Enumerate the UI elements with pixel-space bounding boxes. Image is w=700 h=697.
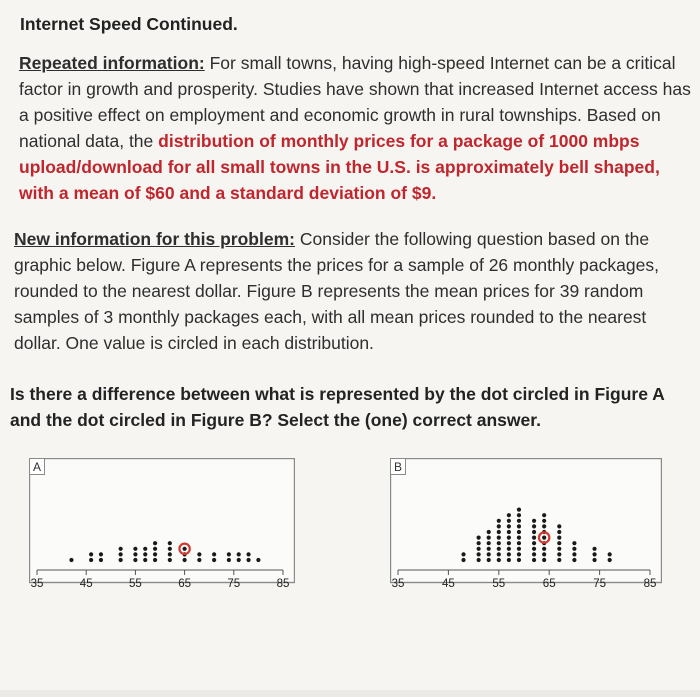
data-dot	[517, 508, 521, 512]
data-dot	[461, 558, 465, 562]
data-dot	[592, 552, 596, 556]
x-tick-label: 85	[643, 578, 657, 590]
data-dot	[497, 530, 501, 534]
data-dot	[119, 552, 123, 556]
data-dot	[542, 524, 546, 528]
data-dot	[246, 552, 250, 556]
data-dot	[497, 552, 501, 556]
repeated-information-text: For small towns, having high-speed Internet can be a critical factor in growth and prosperity. Studies have shown that increased Internet access has a positive effect on employment and economic growth in rural townships. Based on national data, the	[19, 53, 691, 151]
data-dot	[497, 558, 501, 562]
data-dot	[487, 536, 491, 540]
data-dot	[542, 513, 546, 517]
data-dot	[497, 547, 501, 551]
data-dot	[497, 519, 501, 523]
distribution-highlight: distribution of monthly prices for a package of 1000 mbps upload/download for all small towns in the U.S. is approximately bell shaped, with a mean of $60 and a standard deviation of $9.	[19, 131, 660, 203]
data-dot	[517, 547, 521, 551]
data-dot	[497, 524, 501, 528]
data-dot	[507, 536, 511, 540]
data-dot	[143, 558, 147, 562]
data-dot	[99, 558, 103, 562]
data-dot	[183, 547, 187, 551]
data-dot	[608, 552, 612, 556]
data-dot	[487, 547, 491, 551]
data-dot	[477, 558, 481, 562]
data-dot	[517, 536, 521, 540]
data-dot	[477, 547, 481, 551]
data-dot	[532, 547, 536, 551]
data-dot	[183, 558, 187, 562]
data-dot	[507, 552, 511, 556]
data-dot	[608, 558, 612, 562]
data-dot	[507, 541, 511, 545]
new-information-label: New information for this problem:	[14, 229, 295, 249]
data-dot	[153, 541, 157, 545]
figure-label: A	[33, 460, 42, 474]
plot-frame	[30, 459, 295, 583]
data-dot	[542, 558, 546, 562]
data-dot	[227, 558, 231, 562]
page-title: Internet Speed Continued.	[20, 14, 238, 34]
data-dot	[592, 558, 596, 562]
figure-b-dotplot	[390, 458, 662, 608]
figure-a	[29, 458, 295, 608]
data-dot	[133, 552, 137, 556]
data-dot	[497, 541, 501, 545]
data-dot	[197, 552, 201, 556]
data-dot	[461, 552, 465, 556]
data-dot	[532, 524, 536, 528]
data-dot	[557, 552, 561, 556]
repeated-information-paragraph	[19, 50, 691, 206]
x-tick-label: 45	[79, 578, 93, 590]
data-dot	[197, 558, 201, 562]
data-dot	[246, 558, 250, 562]
data-dot	[572, 547, 576, 551]
figure-b	[390, 458, 662, 608]
data-dot	[572, 541, 576, 545]
new-information-text: Consider the following question based on the graphic below. Figure A represents the prices for a sample of 26 monthly packages, rounded to the nearest dollar. Figure B represents the mean prices for 39 random samples of 3 monthly packages each, with all mean prices rounded to the nearest dollar. One value is circled in each distribution.	[14, 229, 659, 353]
data-dot	[542, 547, 546, 551]
repeated-information-label: Repeated information:	[19, 53, 205, 73]
data-dot	[517, 513, 521, 517]
data-dot	[153, 547, 157, 551]
data-dot	[143, 547, 147, 551]
data-dot	[517, 552, 521, 556]
data-dot	[256, 558, 260, 562]
data-dot	[572, 558, 576, 562]
data-dot	[542, 519, 546, 523]
data-dot	[507, 547, 511, 551]
x-tick-label: 85	[276, 578, 290, 590]
data-dot	[487, 558, 491, 562]
data-dot	[557, 530, 561, 534]
data-dot	[237, 552, 241, 556]
x-tick-label: 55	[129, 578, 142, 590]
data-dot	[507, 558, 511, 562]
data-dot	[572, 552, 576, 556]
data-dot	[532, 541, 536, 545]
data-dot	[69, 558, 73, 562]
data-dot	[237, 558, 241, 562]
figure-label: B	[394, 460, 403, 474]
x-tick-label: 65	[542, 578, 556, 590]
data-dot	[133, 558, 137, 562]
data-dot	[557, 547, 561, 551]
x-tick-label: 35	[30, 578, 44, 590]
data-dot	[532, 558, 536, 562]
data-dot	[507, 530, 511, 534]
data-dot	[133, 547, 137, 551]
data-dot	[168, 558, 172, 562]
data-dot	[532, 552, 536, 556]
data-dot	[143, 552, 147, 556]
data-dot	[507, 513, 511, 517]
data-dot	[557, 536, 561, 540]
data-dot	[517, 530, 521, 534]
plot-frame	[391, 459, 662, 583]
x-tick-label: 75	[227, 578, 241, 590]
data-dot	[517, 558, 521, 562]
data-dot	[507, 524, 511, 528]
question-text: Is there a difference between what is represented by the dot circled in Figure A and the dot circled in Figure B? Select the (one) correct answer.	[10, 384, 665, 430]
data-dot	[557, 524, 561, 528]
data-dot	[477, 552, 481, 556]
data-dot	[119, 547, 123, 551]
data-dot	[153, 552, 157, 556]
data-dot	[168, 541, 172, 545]
x-tick-label: 75	[593, 578, 606, 590]
data-dot	[532, 530, 536, 534]
data-dot	[153, 558, 157, 562]
data-dot	[517, 541, 521, 545]
data-dot	[487, 530, 491, 534]
data-dot	[517, 519, 521, 523]
data-dot	[557, 541, 561, 545]
figure-a-dotplot	[29, 458, 295, 608]
data-dot	[557, 558, 561, 562]
new-information-paragraph	[14, 226, 694, 356]
data-dot	[477, 541, 481, 545]
x-tick-label: 55	[492, 578, 506, 590]
data-dot	[99, 552, 103, 556]
data-dot	[532, 519, 536, 523]
data-dot	[542, 552, 546, 556]
data-dot	[168, 552, 172, 556]
bottom-edge	[0, 690, 700, 697]
data-dot	[592, 547, 596, 551]
data-dot	[517, 524, 521, 528]
data-dot	[212, 552, 216, 556]
data-dot	[89, 552, 93, 556]
data-dot	[487, 552, 491, 556]
data-dot	[477, 536, 481, 540]
data-dot	[532, 536, 536, 540]
x-tick-label: 45	[442, 578, 455, 590]
data-dot	[119, 558, 123, 562]
data-dot	[168, 547, 172, 551]
data-dot	[507, 519, 511, 523]
data-dot	[487, 541, 491, 545]
data-dot	[497, 536, 501, 540]
data-dot	[89, 558, 93, 562]
x-tick-label: 65	[178, 578, 191, 590]
data-dot	[212, 558, 216, 562]
data-dot	[542, 536, 546, 540]
data-dot	[227, 552, 231, 556]
x-tick-label: 35	[391, 578, 405, 590]
